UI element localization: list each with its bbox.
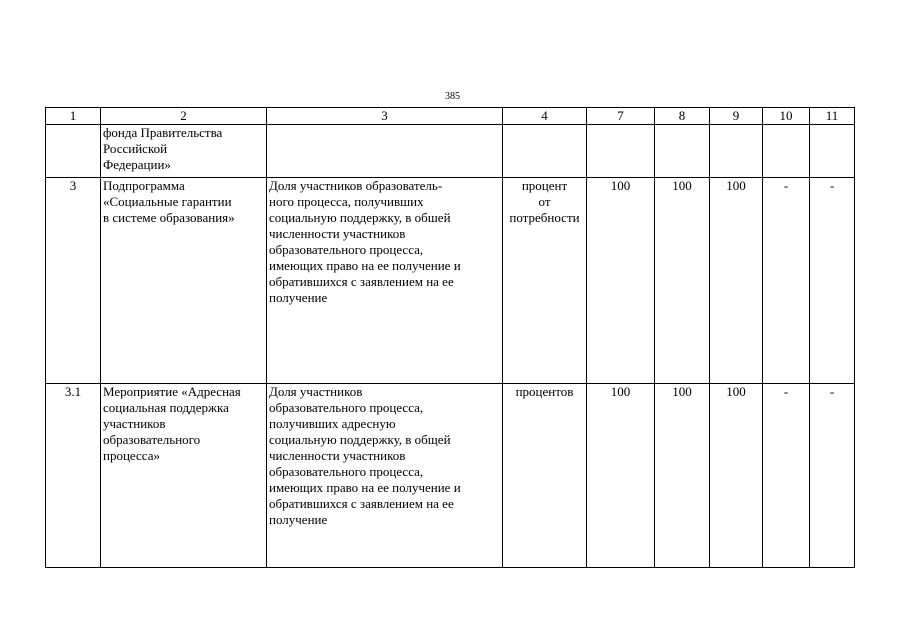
value-col-9: 100: [710, 178, 763, 384]
value-col-8: 100: [655, 384, 710, 568]
unit: процент от потребности: [503, 178, 587, 384]
header-col-8: 8: [655, 108, 710, 125]
table-row: [46, 125, 855, 178]
indicator-table: [45, 107, 855, 568]
value-col-11: -: [810, 178, 855, 384]
program-name: Подпрограмма «Социальные гарантии в системе образования»: [101, 178, 267, 384]
row-number: 3: [46, 178, 101, 384]
value-col-10: -: [763, 384, 810, 568]
unit: процентов: [503, 384, 587, 568]
value-col-7: [587, 125, 655, 178]
value-col-7: 100: [587, 384, 655, 568]
header-col-1: 1: [46, 108, 101, 125]
program-name: фонда Правительства Российской Федерации»: [101, 125, 267, 178]
table-header-row: [46, 108, 855, 125]
value-col-8: 100: [655, 178, 710, 384]
value-col-9: 100: [710, 384, 763, 568]
header-col-3: 3: [267, 108, 503, 125]
value-col-11: [810, 125, 855, 178]
indicator-name: Доля участников образовательного процесса, получивших адресную социальную поддержку, в общей численности участников образовательного процесса, имеющих право на ее получение и обратившихся с заявлением на ее получение: [267, 384, 503, 568]
header-col-7: 7: [587, 108, 655, 125]
indicator-name: [267, 125, 503, 178]
page-number: 385: [445, 91, 460, 102]
header-col-4: 4: [503, 108, 587, 125]
header-col-11: 11: [810, 108, 855, 125]
value-col-10: [763, 125, 810, 178]
value-col-11: -: [810, 384, 855, 568]
table-row: [46, 384, 855, 568]
header-col-10: 10: [763, 108, 810, 125]
header-col-9: 9: [710, 108, 763, 125]
program-name: Мероприятие «Адресная социальная поддержка участников образовательного процесса»: [101, 384, 267, 568]
row-number: [46, 125, 101, 178]
header-col-2: 2: [101, 108, 267, 125]
table-row: [46, 178, 855, 384]
row-number: 3.1: [46, 384, 101, 568]
value-col-9: [710, 125, 763, 178]
value-col-10: -: [763, 178, 810, 384]
indicator-name: Доля участников образователь- ного процесса, получивших социальную поддержку, в обшей численности участников образовательного процесса, имеющих право на ее получение и обратившихся с заявлением на ее получение: [267, 178, 503, 384]
value-col-7: 100: [587, 178, 655, 384]
unit: [503, 125, 587, 178]
value-col-8: [655, 125, 710, 178]
